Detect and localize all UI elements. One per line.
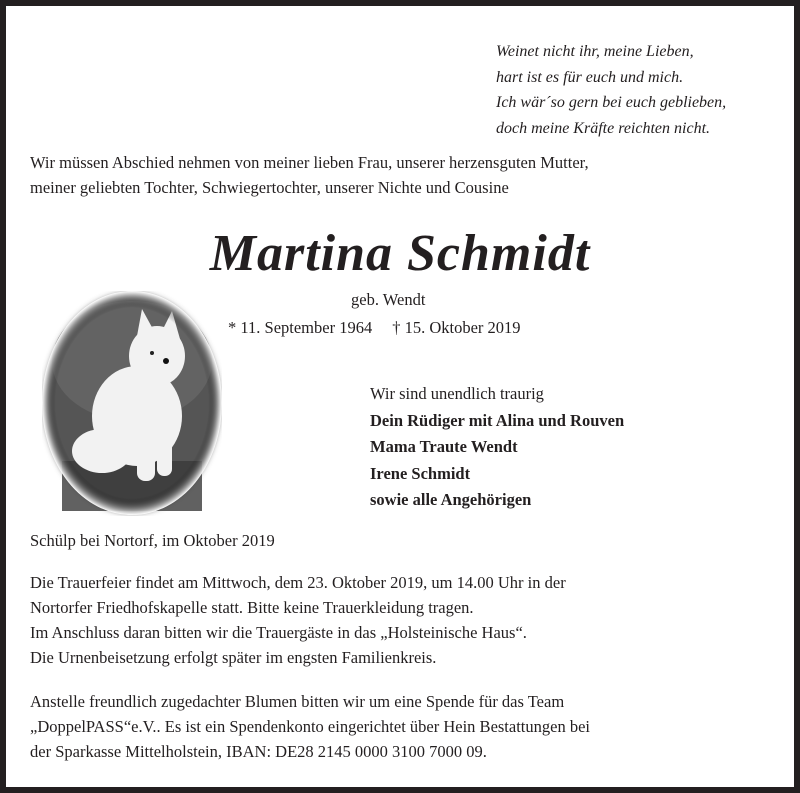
mourner-name: Irene Schmidt	[370, 463, 471, 483]
mourners-lead: Wir sind unendlich traurig	[370, 384, 544, 403]
mourners	[370, 381, 624, 514]
deceased-name: Martina Schmidt	[209, 225, 591, 282]
donation-info	[30, 689, 590, 764]
funeral-line: Nortorfer Friedhofskapelle statt. Bitte keine Trauerkleidung tragen.	[30, 598, 474, 617]
poem-line: Weinet nicht ihr, meine Lieben,	[496, 43, 694, 60]
poem-line: Ich wär´so gern bei euch geblieben,	[496, 94, 727, 111]
poem-line: doch meine Kräfte reichten nicht.	[496, 119, 711, 137]
poem-line: hart ist es für euch und mich.	[496, 68, 684, 86]
mourner-name: sowie alle Angehörigen	[370, 490, 532, 509]
birth-date: * 11. September 1964	[228, 318, 373, 337]
intro-text	[30, 150, 589, 200]
maiden-name: geb. Wendt	[351, 290, 426, 309]
mourner-name: Mama Traute Wendt	[370, 437, 518, 456]
donation-line: der Sparkasse Mittelholstein, IBAN: DE28 2145 0000 3100 7000 09.	[30, 742, 487, 761]
donation-line: „DoppelPASS“e.V.. Es ist ein Spendenkonto eingerichtet über Hein Bestattungen bei	[30, 717, 590, 736]
mourner-name: Dein Rüdiger mit Alina und Rouven	[370, 410, 625, 430]
place-date: Schülp bei Nortorf, im Oktober 2019	[30, 531, 275, 550]
death-date: † 15. Oktober 2019	[392, 318, 521, 337]
funeral-line: Im Anschluss daran bitten wir die Trauergäste in das „Holsteinische Haus“.	[30, 623, 527, 642]
life-dates	[228, 318, 541, 338]
funeral-line: Die Urnenbeisetzung erfolgt später im engsten Familienkreis.	[30, 648, 437, 667]
poem	[496, 39, 726, 141]
dog-photo	[42, 291, 222, 516]
funeral-info	[30, 570, 566, 670]
funeral-line: Die Trauerfeier findet am Mittwoch, dem 23. Oktober 2019, um 14.00 Uhr in der	[30, 573, 566, 592]
donation-line: Anstelle freundlich zugedachter Blumen bitten wir um eine Spende für das Team	[30, 692, 565, 711]
intro-line: meiner geliebten Tochter, Schwiegertochter, unserer Nichte und Cousine	[30, 178, 509, 197]
intro-line: Wir müssen Abschied nehmen von meiner lieben Frau, unserer herzensguten Mutter,	[30, 153, 589, 172]
